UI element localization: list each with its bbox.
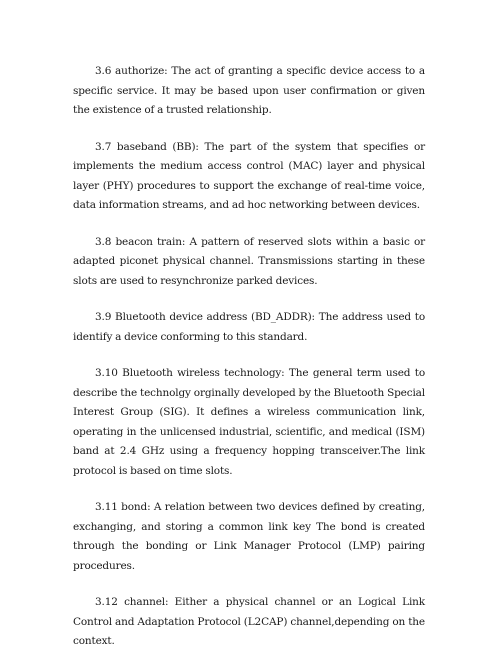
definition-paragraph-baseband: 3.7 baseband (BB): The part of the system that specifies or implements the medium access control (MAC) layer and physical layer (PHY) procedures to support the exchange of real-time voice, data information streams, and ad hoc networking between devices. — [73, 140, 425, 211]
definition-paragraph-bd-addr: 3.9 Bluetooth device address (BD_ADDR): The address used to identify a device conforming to this standard. — [73, 311, 425, 343]
document-page — [73, 62, 425, 669]
definition-paragraph-authorize: 3.6 authorize: The act of granting a specific device access to a specific service. It may be based upon user confirmation or given the existence of a trusted relationship. — [73, 65, 425, 116]
definition-paragraph-channel: 3.12 channel: Either a physical channel or an Logical Link Control and Adaptation Protocol (L2CAP) channel,depending on the context. — [73, 596, 425, 647]
definition-paragraph-bond: 3.11 bond: A relation between two devices defined by creating, exchanging, and storing a common link key The bond is created through the bonding or Link Manager Protocol (LMP) pairing procedures. — [73, 501, 425, 572]
definition-paragraph-bluetooth-wireless-technology: 3.10 Bluetooth wireless technology: The general term used to describe the technolgy orginally developed by the Bluetooth Special Interest Group (SIG). It defines a wireless communication link, operating in the unlicensed industrial, scientific, and medical (ISM) band at 2.4 GHz using a frequency hopping transceiver.The link protocol is based on time slots. — [73, 367, 425, 477]
definition-paragraph-beacon-train: 3.8 beacon train: A pattern of reserved slots within a basic or adapted piconet physical channel. Transmissions starting in these slots are used to resynchronize parked devices. — [73, 235, 425, 287]
